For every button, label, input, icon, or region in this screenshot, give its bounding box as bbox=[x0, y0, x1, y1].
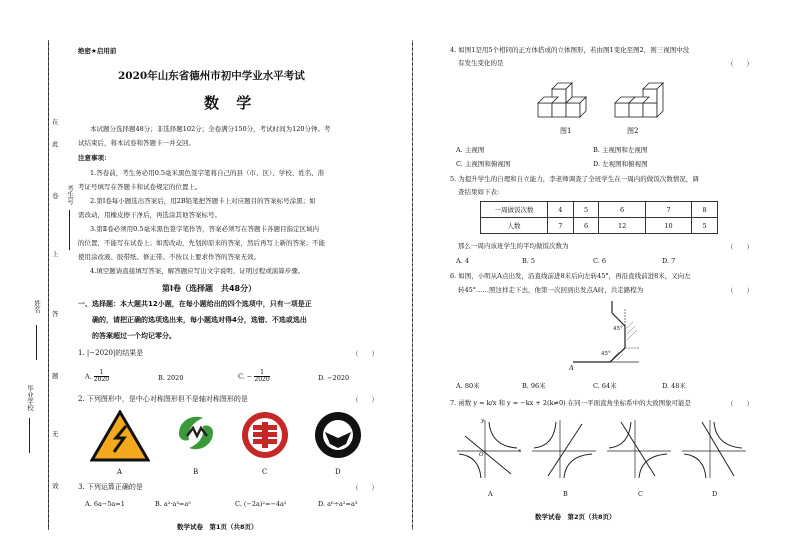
table-cell: 7 bbox=[645, 202, 691, 218]
q6-option-c: C. 64米 bbox=[593, 382, 617, 390]
q4-fig2-label: 图2 bbox=[627, 127, 639, 135]
seal-char: 上 bbox=[52, 250, 59, 258]
q4-stem: 有发生变化的是 bbox=[458, 59, 504, 67]
q1-option-a: A. $\frac{1}{2020}$ bbox=[85, 369, 110, 383]
q7-graph-b bbox=[530, 418, 600, 480]
exam-title: 2020年山东省德州市初中学业水平考试 bbox=[118, 70, 305, 82]
subject-title: 数 学 bbox=[204, 94, 258, 112]
q3-option-c: C. (−2a)²=−4a² bbox=[235, 500, 287, 508]
q6-point-a: A bbox=[569, 364, 574, 372]
q7-axis-x: x bbox=[518, 448, 522, 454]
table-cell: 7 bbox=[548, 218, 574, 234]
q2-label-c: C bbox=[262, 468, 268, 476]
note-line: 需改动，用橡皮擦干净后，再选涂其他答案标号。 bbox=[78, 211, 221, 219]
q5-stem: 查结果如下表： bbox=[458, 188, 504, 196]
q1-option-c: C. − $\frac{1}{2020}$ bbox=[238, 369, 270, 383]
q2-label-a: A bbox=[117, 468, 123, 476]
q1-answer-paren: （ ） bbox=[352, 350, 378, 358]
page-divider bbox=[412, 40, 413, 530]
q2-figure-a-warning-sign bbox=[90, 410, 150, 462]
note-line: 3.第Ⅱ卷必须用0.5毫米黑色签字笔作答，答案必须写在答题卡各题目指定区域内 bbox=[90, 225, 319, 233]
q6-answer-paren: （ ） bbox=[727, 287, 753, 295]
q7-axis-y: y bbox=[481, 418, 485, 424]
q3-option-b: B. a²·a³=a⁵ bbox=[155, 500, 191, 508]
notes-title: 注意事项： bbox=[78, 154, 111, 162]
table-cell: 10 bbox=[645, 218, 691, 234]
q4-stem: 4. 如图1是用5个相同的正方体搭成的立体图形，若由图1变化至图2，则三视图中没 bbox=[450, 46, 690, 54]
q7-graph-d bbox=[680, 418, 750, 480]
q3-option-d: D. a⁶÷a²=a³ bbox=[318, 500, 358, 508]
q7-label-c: C bbox=[638, 490, 643, 498]
q4-option-c: C. 主视图和俯视图 bbox=[456, 160, 511, 168]
q5-data-table bbox=[480, 201, 718, 234]
q2-stem: 2. 下列图形中，是中心对称图形但不是轴对称图形的是 bbox=[78, 395, 248, 403]
q7-label-d: D bbox=[712, 490, 718, 498]
q7-label-a: A bbox=[488, 490, 493, 498]
q4-answer-paren: （ ） bbox=[727, 60, 753, 68]
note-line: 1.答卷前，考生务必用0.5毫米黑色签字笔将自己的县（市、区）、学校、姓名、准 bbox=[90, 169, 325, 177]
intro-line: 本试题分选择题48分；非选择题102分；全卷满分150分，考试时间为120分钟。考 bbox=[90, 125, 331, 133]
section-desc: 确的，请把正确的选项选出来，每小题选对得4分，选错、不选或选出 bbox=[92, 316, 307, 324]
q7-graph-a bbox=[455, 418, 525, 480]
q4-option-a: A. 主视图 bbox=[456, 146, 485, 154]
note-line: 4.填空题请直接填写答案，解答题应写出文字说明、证明过程或演算步骤。 bbox=[90, 267, 305, 275]
q4-option-b: B. 主视图和左视图 bbox=[593, 146, 648, 154]
q5-stem: 那么一周内该班学生的平均做饭次数为 bbox=[458, 242, 569, 250]
q6-path-figure bbox=[565, 298, 645, 370]
q4-fig1-label: 图1 bbox=[560, 127, 572, 135]
q6-stem: 转45°……照这样走下去，他第一次回到出发点A时，共走路程为 bbox=[458, 286, 644, 294]
seal-char: 在 bbox=[52, 118, 59, 126]
q7-origin: O bbox=[479, 452, 484, 458]
q2-figure-c-logo bbox=[240, 410, 290, 460]
q3-stem: 3. 下列运算正确的是 bbox=[78, 483, 143, 491]
table-cell: 8 bbox=[692, 202, 718, 218]
seal-char: 无 bbox=[52, 430, 59, 438]
q1-stem: 1. |−2020|的结果是 bbox=[78, 349, 144, 357]
seal-char: 卷 bbox=[52, 192, 59, 200]
q7-answer-paren: （ ） bbox=[727, 400, 753, 408]
school-line bbox=[29, 418, 30, 453]
q3-answer-paren: （ ） bbox=[352, 484, 378, 492]
note-line: 使用涂改液、胶带纸、修正带。不按以上要求作答的答案无效。 bbox=[78, 253, 260, 261]
footer-page-left: 数学试卷 第1页（共8页） bbox=[177, 523, 258, 531]
table-cell: 6 bbox=[599, 202, 645, 218]
q2-figure-d-logo bbox=[313, 410, 363, 460]
note-line: 2.第Ⅰ卷每小题选出答案后，用2B铅笔把答题卡上对应题目的答案标号涂黑；如 bbox=[90, 197, 316, 205]
note-line: 的位置，不能写在试卷上；如需改动，先划掉原来的答案，然后再写上新的答案；不能 bbox=[78, 239, 325, 247]
binding-line bbox=[48, 40, 49, 530]
q2-figure-b-logo bbox=[173, 410, 219, 456]
label-name: 姓名 bbox=[33, 300, 41, 313]
table-cell: 4 bbox=[548, 202, 574, 218]
q6-stem: 6. 如图，小明从A点出发，沿直线前进8米后向左转45°，再沿直线前进8米，又向左 bbox=[450, 272, 691, 280]
q7-graph-c bbox=[605, 418, 675, 480]
q3-option-a: A. 6a−5a=1 bbox=[85, 500, 125, 508]
seal-char: 题 bbox=[52, 372, 59, 380]
exam-no-line bbox=[69, 210, 70, 250]
label-school: 毕业学校 bbox=[26, 385, 34, 411]
intro-line: 试结束后，将本试卷和答题卡一并交回。 bbox=[78, 139, 195, 147]
q6-option-b: B. 96米 bbox=[522, 382, 546, 390]
section-title: 第Ⅰ卷（选择题 共48分） bbox=[162, 284, 257, 293]
q2-label-b: B bbox=[193, 468, 199, 476]
section-desc: 一、选择题：本大题共12小题，在每小题给出的四个选项中，只有一项是正 bbox=[78, 300, 312, 308]
label-exam-no: 考生号 bbox=[66, 185, 74, 205]
q5-option-a: A. 4 bbox=[456, 257, 469, 265]
table-row bbox=[481, 202, 718, 218]
q4-figure-cubes bbox=[530, 75, 680, 125]
table-row bbox=[481, 218, 718, 234]
name-line bbox=[36, 325, 37, 360]
seal-char: 此 bbox=[52, 140, 59, 148]
seal-char: 效 bbox=[52, 482, 59, 490]
q7-label-b: B bbox=[563, 490, 568, 498]
table-cell: 6 bbox=[573, 218, 599, 234]
q5-option-d: D. 7 bbox=[662, 257, 676, 265]
table-cell: 12 bbox=[599, 218, 645, 234]
table-cell: 5 bbox=[692, 218, 718, 234]
note-line: 考证号填写在答题卡和试卷规定的位置上。 bbox=[78, 183, 202, 191]
q6-angle-label: 45° bbox=[613, 326, 623, 332]
q5-option-c: C. 6 bbox=[593, 257, 607, 265]
q5-stem: 5. 为提升学生的自理和自立能力，李老师调查了全班学生在一周内的做饭次数情况，调 bbox=[450, 175, 699, 183]
q6-angle-label: 45° bbox=[601, 351, 611, 357]
footer-page-right: 数学试卷 第2页（共8页） bbox=[535, 513, 616, 521]
section-desc: 的答案超过一个均记零分。 bbox=[92, 332, 176, 340]
q1-option-d: D. −2020 bbox=[318, 374, 350, 382]
q7-stem: 7. 函数 y = k/x 和 y = −kx + 2(k≠0) 在同一平面直角坐标系中的大致图象可能是 bbox=[450, 399, 692, 407]
q5-option-b: B. 5 bbox=[522, 257, 536, 265]
q4-option-d: D. 左视图和俯视图 bbox=[593, 160, 648, 168]
seal-char: 答 bbox=[52, 310, 59, 318]
q5-answer-paren: （ ） bbox=[727, 243, 753, 251]
q6-option-a: A. 80米 bbox=[456, 382, 480, 390]
table-cell: 一周做饭次数 bbox=[481, 202, 548, 218]
q2-label-d: D bbox=[335, 468, 341, 476]
q6-option-d: D. 48米 bbox=[662, 382, 686, 390]
secret-label: 绝密★启用前 bbox=[78, 47, 117, 55]
table-cell: 人数 bbox=[481, 218, 548, 234]
q1-option-b: B. 2020 bbox=[158, 374, 184, 382]
q2-answer-paren: （ ） bbox=[352, 396, 378, 404]
table-cell: 5 bbox=[573, 202, 599, 218]
